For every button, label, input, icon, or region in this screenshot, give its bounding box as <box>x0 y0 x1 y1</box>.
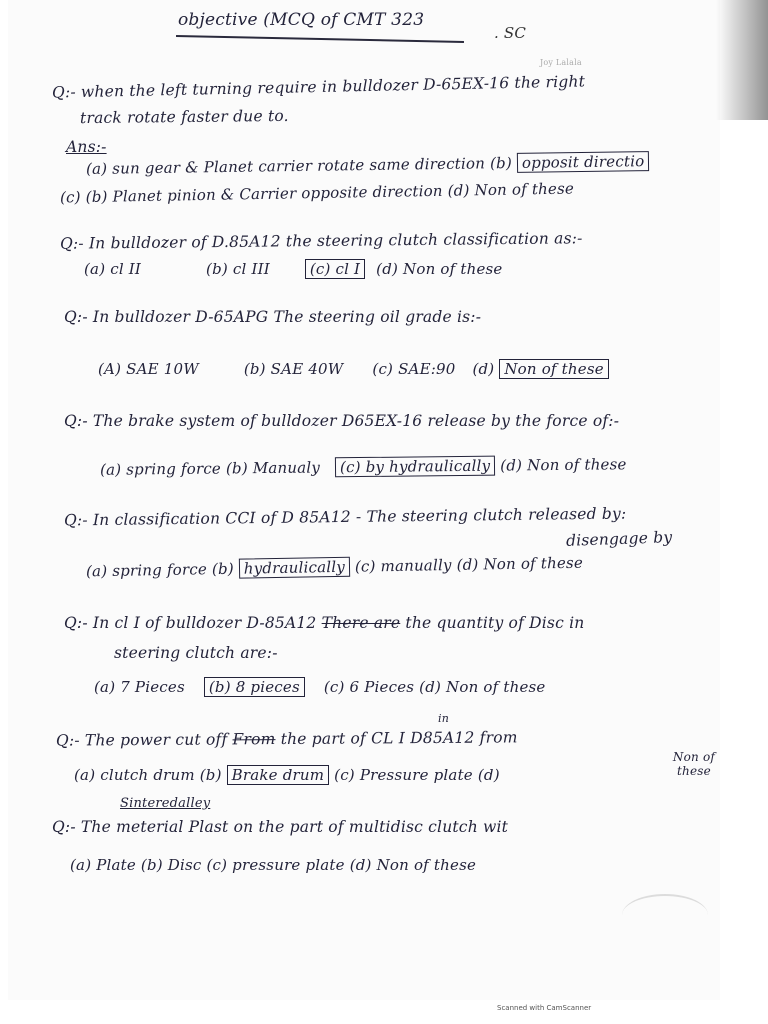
question-6-strike: There are <box>321 614 401 632</box>
question-7-pre: Q:- The power cut off <box>55 730 228 750</box>
q5-option-cd: (c) manually (d) Non of these <box>354 553 584 576</box>
q4-option-d: (d) Non of these <box>500 455 627 475</box>
q5-option-ab: (a) spring force (b) <box>85 559 235 581</box>
q6-selected-answer: (b) 8 pieces <box>204 677 305 697</box>
q6-option-a: (a) 7 Pieces <box>94 678 185 696</box>
q3-option-c: (c) SAE:90 <box>372 360 456 378</box>
q1-options-line2: (c) (b) Planet pinion & Carrier opposite direction (d) Non of these <box>59 179 575 207</box>
question-6-pre: Q:- In cl I of bulldozer D-85A12 <box>64 614 317 632</box>
q4-selected-answer: (c) by hydraulically <box>335 456 495 478</box>
question-5-note: disengage by <box>565 528 673 550</box>
question-3: Q:- In bulldozer D-65APG The steering oil grade is:- <box>64 308 482 326</box>
question-1: Q:- when the left turning require in bulldozer D-65EX-16 the right <box>51 72 586 102</box>
q3-selected-answer: Non of these <box>499 359 608 379</box>
q6-options <box>94 678 546 696</box>
q7-selected-answer: Brake drum <box>227 765 330 785</box>
q2-options <box>84 260 503 278</box>
answer-label: Ans:- <box>66 138 107 156</box>
q4-option-ab: (a) spring force (b) Manualy <box>99 458 321 479</box>
q3-option-b: (b) SAE 40W <box>243 360 344 378</box>
q7-option-cd: (c) Pressure plate (d) <box>334 766 500 784</box>
question-1-cont: track rotate faster due to. <box>79 106 289 128</box>
q2-option-a: (a) cl II <box>84 260 142 278</box>
question-6-cont: steering clutch are:- <box>114 644 278 662</box>
q2-option-d: (d) Non of these <box>376 260 503 278</box>
q3-options <box>98 360 609 378</box>
page-title: objective (MCQ of CMT 323 <box>178 10 425 30</box>
question-4: Q:- The brake system of bulldozer D65EX-16 release by the force of:- <box>64 412 620 430</box>
q3-option-a: (A) SAE 10W <box>98 360 199 378</box>
question-6 <box>64 614 584 632</box>
q7-options <box>74 766 500 784</box>
q6-option-cd: (c) 6 Pieces (d) Non of these <box>323 678 546 696</box>
question-5: Q:- In classification CCI of D 85A12 - The steering clutch released by: <box>63 504 627 530</box>
paper-sheet <box>8 0 720 1000</box>
q5-selected-answer: hydraulically <box>239 557 350 579</box>
q7-option-d-note: Non of these <box>672 750 716 778</box>
question-8-note: Sinteredalley <box>120 796 211 811</box>
scanner-watermark: Scanned with CamScanner <box>497 1004 592 1012</box>
question-7-post: the part of CL I D85A12 from <box>280 728 518 749</box>
question-2: Q:- In bulldozer of D.85A12 the steering clutch classification as:- <box>59 229 583 253</box>
question-7-note: in <box>438 712 450 725</box>
q2-selected-answer: (c) cl I <box>305 259 365 279</box>
q3-option-d: (d) <box>472 360 495 378</box>
question-7 <box>56 728 518 749</box>
corner-scribble: . SC <box>494 24 527 42</box>
q2-option-b: (b) cl III <box>206 260 270 278</box>
question-7-strike: From <box>232 730 276 749</box>
q1-options-line1-text: (a) sun gear & Planet carrier rotate same direction (b) <box>85 153 513 178</box>
q8-options: (a) Plate (b) Disc (c) pressure plate (d) Non of these <box>70 856 477 874</box>
question-8: Q:- The meterial Plast on the part of multidisc clutch wit <box>52 818 509 836</box>
q1-selected-answer: opposit directio <box>517 151 650 173</box>
q7-option-ab: (a) clutch drum (b) <box>74 766 222 784</box>
question-6-post: the quantity of Disc in <box>405 614 585 632</box>
faint-stamp-mark <box>622 894 708 936</box>
page-edge-shadow <box>716 0 768 120</box>
faint-note: Joy Lalala <box>540 58 582 67</box>
